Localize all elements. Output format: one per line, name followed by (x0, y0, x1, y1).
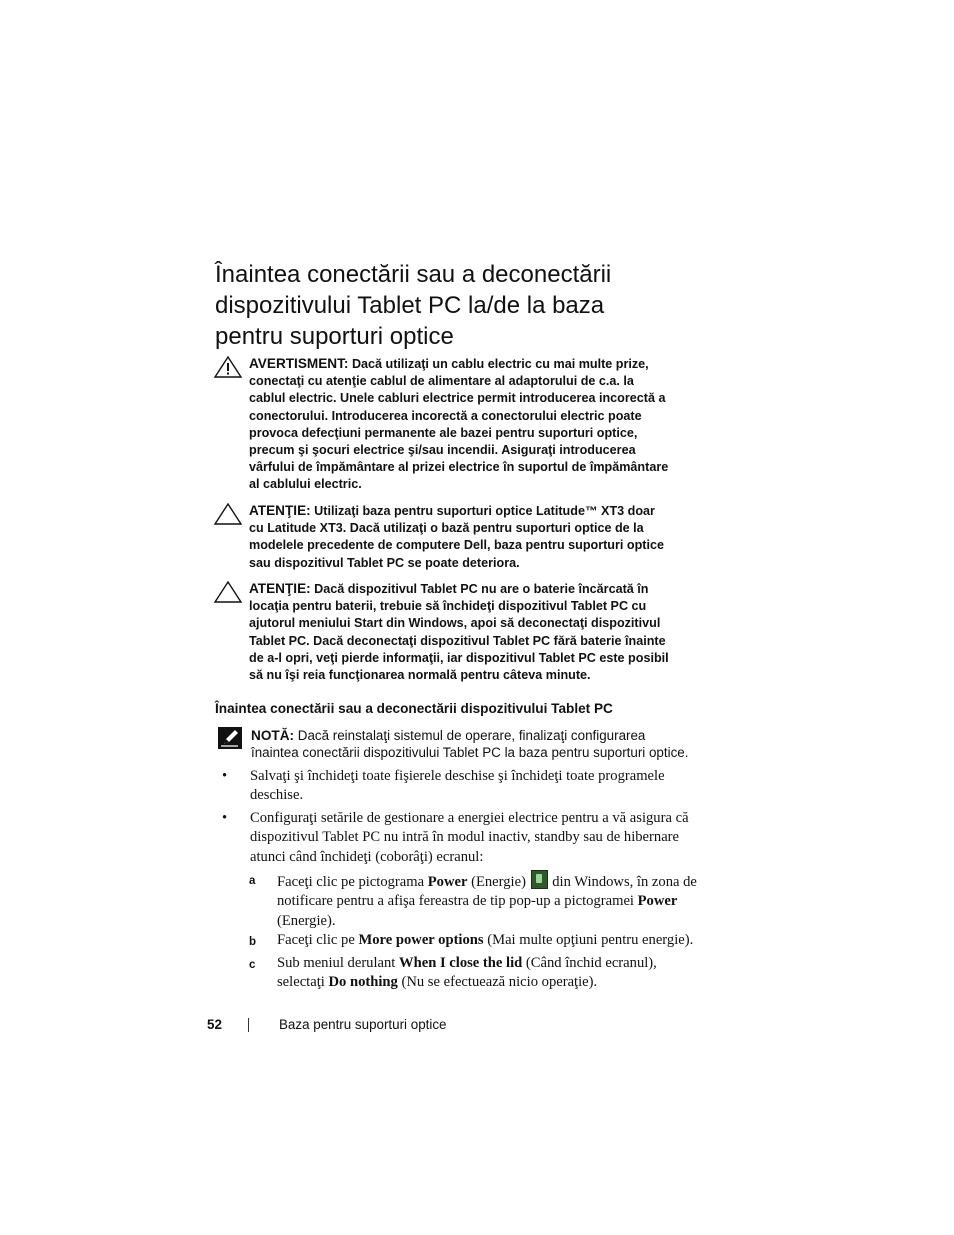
step-text: Faceţi clic pe (277, 932, 359, 948)
page-number: 52 (207, 1017, 222, 1032)
warning-label: AVERTISMENT: (249, 356, 349, 371)
step-text: Sub meniul derulant (277, 955, 400, 971)
step-text: selectaţi (277, 974, 329, 991)
step-letter: b (249, 936, 257, 948)
power-battery-icon (531, 870, 548, 889)
step-text: (Mai multe opţiuni pentru energie). (483, 932, 694, 948)
note-line: Dacă reinstalaţi sistemul de operare, finalizaţi configurarea (297, 728, 646, 743)
warning-line: conectorului. Introducerea incorectă a conectorului electric poate (249, 408, 642, 423)
step-text: Faceţi clic pe pictograma (277, 874, 428, 890)
caution-line: Utilizaţi baza pentru suporturi optice Latitude™ XT3 doar (314, 504, 655, 518)
caution-label: ATENŢIE: (249, 503, 311, 518)
footer-divider (248, 1018, 249, 1032)
warning-text (249, 355, 724, 494)
warning-line: cablul electric. Unele cabluri electrice permit introducerea incorectă a (249, 391, 666, 406)
step-text: din Windows, în zona de (548, 874, 697, 890)
warning-line: precum şi şocuri electrice şi/sau incendii. Asiguraţi introducerea (249, 443, 636, 458)
footer-section-title: Baza pentru suporturi optice (279, 1017, 447, 1032)
caution-line: Tablet PC. Dacă deconectaţi dispozitivul Tablet PC fără baterie înainte (249, 633, 666, 648)
step-text: (Nu se efectuează nicio operaţie). (397, 974, 598, 991)
caution-label: ATENŢIE: (249, 581, 311, 596)
title-line: Înaintea conectării sau a deconectării (215, 261, 612, 288)
caution-line: ajutorul meniului Start din Windows, apoi să deconectaţi dispozitivul (249, 616, 661, 631)
warning-line: Dacă utilizaţi un cablu electric cu mai multe prize, (351, 357, 649, 371)
warning-triangle-icon (213, 355, 243, 379)
caution-line: modelele precedente de computere Dell, baza pentru suporturi optice (249, 538, 664, 553)
close-lid-label: When I close the lid (399, 955, 523, 971)
caution-text (249, 580, 724, 684)
note-line: înaintea conectării dispozitivului Tablet PC la baza pentru suporturi optice. (251, 745, 689, 761)
bullet-mark: • (222, 810, 228, 826)
caution-text (249, 502, 724, 572)
warning-line: provoca defecţiuni permanente ale bazei pentru suporturi optice, (249, 425, 638, 440)
caution-line: cu Latitude XT3. Dacă utilizaţi o bază pentru suporturi optice de la (249, 521, 644, 536)
power-label: Power (427, 874, 468, 890)
step-text: (Energie). (277, 912, 336, 929)
caution-line: Dacă dispozitivul Tablet PC nu are o baterie încărcată în (314, 582, 649, 596)
step-text: notificare pentru a afişa fereastra de tip pop-up a pictogramei (277, 893, 638, 910)
step-text: (Când închid ecranul), (522, 955, 657, 971)
caution-line: de a-l opri, veţi pierde informaţii, iar dispozitivul Tablet PC este posibil (249, 650, 669, 665)
caution-line: locaţia pentru baterii, trebuie să închideţi dispozitivul Tablet PC cu (249, 599, 647, 614)
step-letter: c (249, 959, 256, 971)
caution-line: sau dispozitivul Tablet PC se poate deteriora. (249, 555, 520, 570)
title-line: dispozitivului Tablet PC la/de la baza (215, 292, 605, 319)
note-label: NOTĂ: (251, 728, 295, 743)
step-text: (Energie) (467, 874, 530, 890)
do-nothing-label: Do nothing (328, 974, 398, 991)
warning-line: al cablului electric. (249, 477, 362, 492)
bullet-mark: • (222, 768, 228, 784)
warning-line: conectaţi cu atenţie cablul de alimentare al adaptorului de c.a. la (249, 374, 634, 389)
title-line: pentru suporturi optice (215, 323, 454, 350)
power-label: Power (637, 893, 678, 910)
section-subheading: Înaintea conectării sau a deconectării dispozitivului Tablet PC (215, 701, 613, 716)
step-letter: a (249, 875, 256, 887)
list-item-line: deschise. (250, 787, 304, 804)
warning-line: vârfului de împământare al prizei electrice în suportul de împământare (249, 460, 669, 475)
list-item-line: Salvaţi şi închideţi toate fişierele deschise şi închideţi toate programele (250, 768, 665, 784)
note-pencil-icon (218, 727, 242, 749)
caution-line: să nu îşi reia funcţionarea normală pentru câteva minute. (249, 668, 591, 683)
caution-triangle-icon (213, 502, 243, 526)
note-text (251, 727, 721, 762)
more-power-options-label: More power options (358, 932, 484, 948)
list-item-line: dispozitivul Tablet PC nu intră în modul inactiv, standby sau de hibernare (250, 829, 680, 846)
caution-triangle-icon (213, 580, 243, 604)
list-item-line: atunci când închideţi (coborâţi) ecranul: (250, 848, 484, 865)
page-title (215, 259, 735, 352)
list-item-line: Configuraţi setările de gestionare a energiei electrice pentru a vă asigura că (250, 810, 689, 826)
